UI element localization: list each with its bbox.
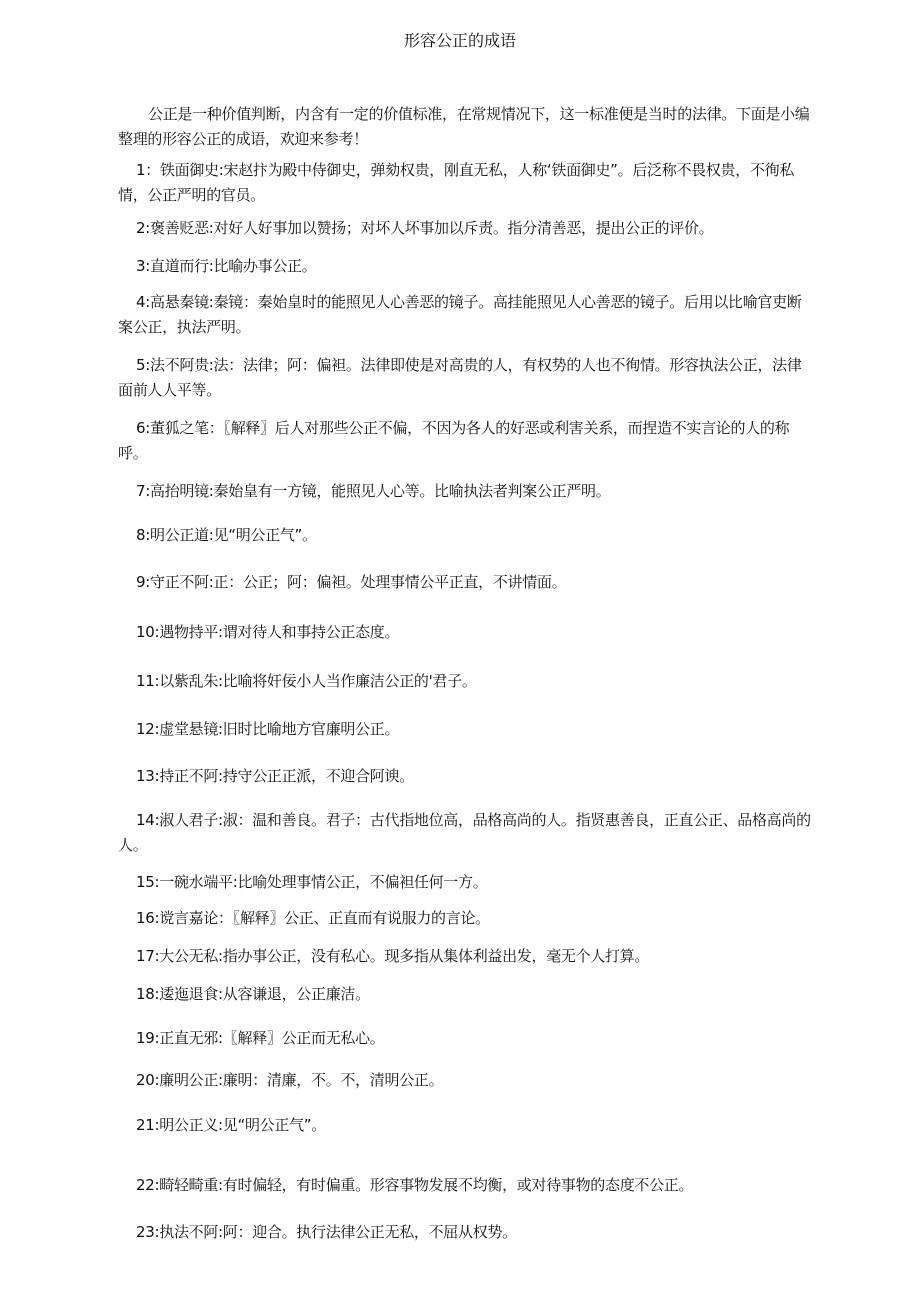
idiom-item: 12:虚堂悬镜:旧时比喻地方官廉明公正。 xyxy=(136,720,400,738)
idiom-item: 5:法不阿贵:法：法律；阿：偏袒。法律即使是对高贵的人，有权势的人也不徇情。形容执法公正，法律面前人人平等。 xyxy=(118,356,802,399)
idiom-item: 23:执法不阿:阿：迎合。执行法律公正无私，不屈从权势。 xyxy=(136,1223,517,1241)
idiom-item: 2:褒善贬恶:对好人好事加以赞扬；对坏人坏事加以斥责。指分清善恶，提出公正的评价。 xyxy=(136,219,714,237)
idiom-item: 20:廉明公正:廉明：清廉，不。不，清明公正。 xyxy=(136,1071,444,1089)
idiom-item: 17:大公无私:指办事公正，没有私心。现多指从集体利益出发，毫无个人打算。 xyxy=(136,947,650,965)
idiom-item: 18:逶迤退食:从容谦退，公正廉洁。 xyxy=(136,985,370,1003)
idiom-item: 1：铁面御史:宋赵抃为殿中侍御史，弹劾权贵，刚直无私，人称‘铁面御史”。后泛称不畏权贵，不徇私情，公正严明的官员。 xyxy=(118,161,795,204)
idiom-item: 14:淑人君子:淑：温和善良。君子：古代指地位高，品格高尚的人。指贤惠善良，正直公正、品格高尚的人。 xyxy=(118,811,811,854)
idiom-item: 10:遇物持平:谓对待人和事持公正态度。 xyxy=(136,623,400,641)
idiom-item: 13:持正不阿:持守公正正派，不迎合阿谀。 xyxy=(136,767,414,785)
idiom-item: 22:畸轻畸重:有时偏轻，有时偏重。形容事物发展不均衡，或对待事物的态度不公正。 xyxy=(136,1176,694,1194)
idiom-item: 3:直道而行:比喻办事公正。 xyxy=(136,257,317,275)
idiom-item: 15:一碗水端平:比喻处理事情公正，不偏袒任何一方。 xyxy=(136,873,488,891)
idiom-item: 4:高悬秦镜:秦镜：秦始皇时的能照见人心善恶的镜子。高挂能照见人心善恶的镜子。后用以比喻官吏断案公正，执法严明。 xyxy=(118,293,802,336)
idiom-item: 8:明公正道:见“明公正气”。 xyxy=(136,526,317,544)
idiom-item: 11:以紫乱朱:比喻将奸佞小人当作廉洁公正的'君子。 xyxy=(136,672,477,690)
idiom-item: 7:高抬明镜:秦始皇有一方镜，能照见人心等。比喻执法者判案公正严明。 xyxy=(136,482,611,500)
intro-paragraph: 公正是一种价值判断，内含有一定的价值标准，在常规情况下，这一标准便是当时的法律。下面是小编整理的形容公正的成语，欢迎来参考！ xyxy=(118,105,810,148)
idiom-item: 16:谠言嘉论：〖解释〗公正、正直而有说服力的言论。 xyxy=(136,909,490,927)
idiom-item: 19:正直无邪:〖解释〗公正而无私心。 xyxy=(136,1029,385,1047)
document-title: 形容公正的成语 xyxy=(403,31,516,50)
idiom-item: 6:董狐之笔：〖解释〗后人对那些公正不偏，不因为各人的好恶或利害关系，而捏造不实言论的人的称呼。 xyxy=(118,419,790,462)
idiom-item: 9:守正不阿:正：公正；阿：偏袒。处理事情公平正直，不讲情面。 xyxy=(136,573,567,591)
idiom-item: 21:明公正义:见“明公正气”。 xyxy=(136,1116,326,1134)
